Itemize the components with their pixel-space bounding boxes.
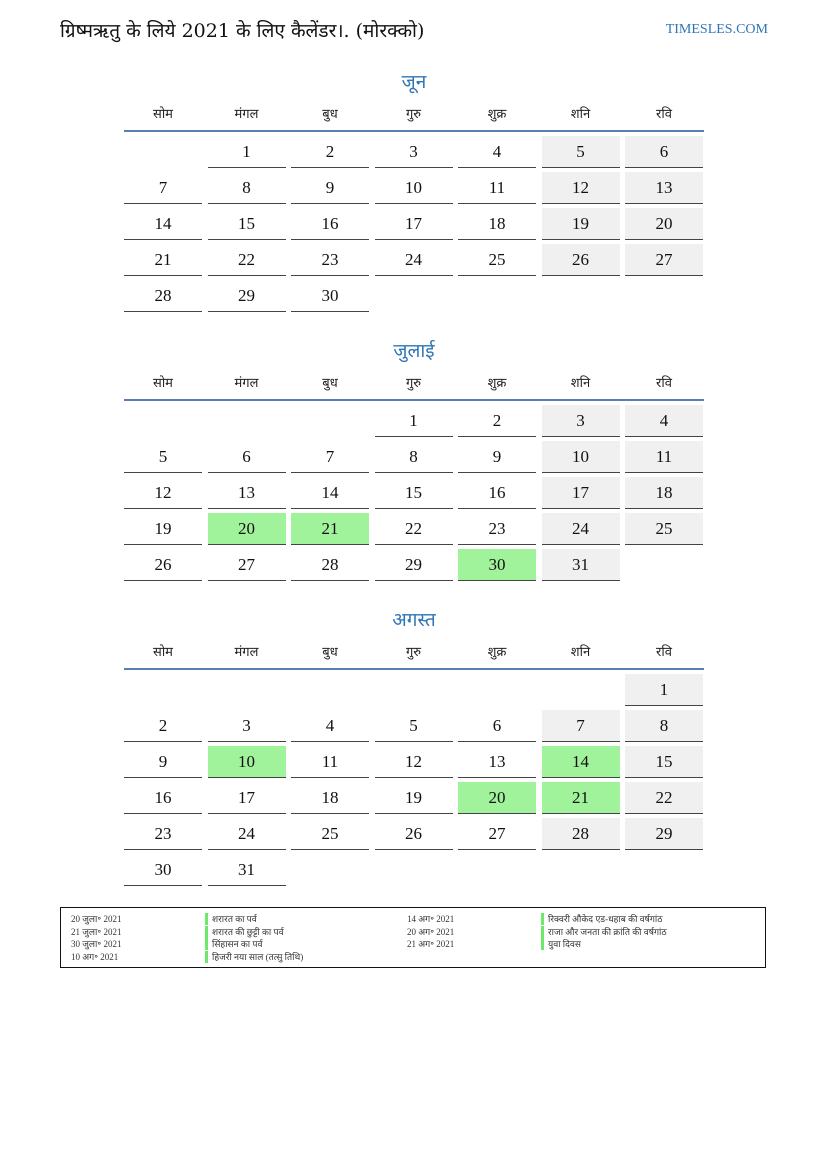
day-cell[interactable]: 19 [375,782,453,814]
day-cell[interactable]: 19 [542,208,620,240]
day-cell[interactable]: 30 [124,854,202,886]
day-cell[interactable]: 12 [542,172,620,204]
holiday-day-cell[interactable]: 21 [291,513,369,545]
holiday-day-cell[interactable]: 20 [208,513,286,545]
month-title: जून [401,71,427,93]
day-cell[interactable]: 8 [375,441,453,473]
holiday-day-cell[interactable]: 14 [542,746,620,778]
weekday-label: बुध [322,645,338,660]
day-cell[interactable]: 25 [291,818,369,850]
weekday-label: गुरु [405,645,422,660]
day-cell[interactable]: 14 [124,208,202,240]
day-cell[interactable]: 23 [291,244,369,276]
day-cell[interactable]: 3 [208,710,286,742]
weekday-label: सोम [153,376,173,391]
day-cell[interactable]: 3 [375,136,453,168]
weekday-label: मंगल [234,376,259,391]
day-cell[interactable]: 22 [625,782,703,814]
day-cell[interactable]: 26 [542,244,620,276]
holiday-legend [60,907,766,968]
day-cell[interactable]: 18 [625,477,703,509]
day-cell[interactable]: 7 [124,172,202,204]
month-calendar [124,606,704,879]
day-cell[interactable]: 21 [124,244,202,276]
legend-date: 21 अग॰ 2021 [407,939,455,949]
day-cell[interactable]: 11 [458,172,536,204]
legend-date: 21 जुला॰ 2021 [71,926,122,937]
day-cell[interactable]: 6 [625,136,703,168]
weekday-label: गुरु [405,107,422,122]
legend-holiday-name: सिंहासन का पर्व [205,938,262,950]
day-cell[interactable]: 17 [375,208,453,240]
day-cell[interactable]: 27 [625,244,703,276]
holiday-day-cell[interactable]: 21 [542,782,620,814]
day-cell[interactable]: 17 [542,477,620,509]
day-cell[interactable]: 28 [542,818,620,850]
holiday-day-cell[interactable]: 10 [208,746,286,778]
weekday-label: रवि [656,376,672,391]
day-cell[interactable]: 13 [625,172,703,204]
weekday-label: रवि [656,107,672,122]
day-cell[interactable]: 10 [542,441,620,473]
legend-date: 10 अग॰ 2021 [71,951,119,962]
legend-date: 30 जुला॰ 2021 [71,939,122,949]
weekday-label: सोम [153,107,173,122]
day-cell[interactable]: 9 [124,746,202,778]
legend-holiday-name: शरारत का पर्व [205,913,257,925]
month-calendar [124,68,704,305]
day-cell[interactable]: 24 [542,513,620,545]
page-title: ग्रिष्मऋतु के लिये 2021 के लिए कैलेंडर।. (मोरक्को) [60,20,425,42]
day-cell[interactable]: 1 [375,405,453,437]
day-cell[interactable]: 2 [291,136,369,168]
day-cell[interactable]: 25 [625,513,703,545]
day-cell[interactable]: 15 [375,477,453,509]
day-cell[interactable]: 20 [625,208,703,240]
day-cell[interactable]: 29 [625,818,703,850]
day-cell[interactable]: 1 [208,136,286,168]
legend-date: 20 जुला॰ 2021 [71,914,122,924]
weekday-label: मंगल [234,107,259,122]
day-cell[interactable]: 8 [208,172,286,204]
weekday-label: शनि [570,107,591,122]
month-title: अगस्त [392,609,436,631]
day-cell[interactable]: 6 [208,441,286,473]
weekday-label: रवि [656,645,672,660]
day-cell[interactable]: 28 [291,549,369,581]
day-cell[interactable]: 27 [208,549,286,581]
day-cell[interactable]: 9 [291,172,369,204]
day-cell[interactable]: 29 [375,549,453,581]
day-cell[interactable]: 30 [291,280,369,312]
legend-holiday-name: राजा और जनता की क्रांति की वर्षगांठ [541,926,667,938]
weekday-label: मंगल [234,645,259,660]
day-cell[interactable]: 13 [208,477,286,509]
holiday-day-cell[interactable]: 20 [458,782,536,814]
day-cell[interactable]: 16 [124,782,202,814]
weekday-header [124,369,704,401]
day-cell[interactable]: 12 [124,477,202,509]
day-cell[interactable]: 3 [542,405,620,437]
day-cell[interactable]: 18 [458,208,536,240]
day-cell[interactable]: 10 [375,172,453,204]
day-cell[interactable]: 23 [458,513,536,545]
day-cell[interactable]: 16 [458,477,536,509]
day-cell[interactable]: 4 [458,136,536,168]
holiday-day-cell[interactable]: 30 [458,549,536,581]
day-cell[interactable]: 31 [542,549,620,581]
weekday-header [124,638,704,670]
day-cell[interactable]: 27 [458,818,536,850]
weekday-label: शुक्र [487,376,507,391]
day-cell[interactable]: 18 [291,782,369,814]
legend-date: 20 अग॰ 2021 [407,926,455,937]
day-cell[interactable]: 13 [458,746,536,778]
day-cell[interactable]: 8 [625,710,703,742]
day-cell[interactable]: 26 [375,818,453,850]
day-cell[interactable]: 26 [124,549,202,581]
legend-holiday-name: हिजरी नया साल (तत्सु तिथि) [205,951,303,963]
weekday-label: शनि [570,645,591,660]
weekday-label: सोम [153,645,173,660]
day-cell[interactable]: 1 [625,674,703,706]
legend-holiday-name: रिक्वरी औकेद एड-धहाब की वर्षगांठ [541,913,662,925]
day-cell[interactable]: 17 [208,782,286,814]
day-cell[interactable]: 5 [375,710,453,742]
day-cell[interactable]: 23 [124,818,202,850]
day-cell[interactable]: 5 [542,136,620,168]
day-cell[interactable]: 12 [375,746,453,778]
day-cell[interactable]: 15 [625,746,703,778]
day-cell[interactable]: 24 [208,818,286,850]
site-link[interactable]: TIMESLES.COM [665,22,768,37]
day-cell[interactable]: 16 [291,208,369,240]
day-cell[interactable]: 9 [458,441,536,473]
weekday-label: गुरु [405,376,422,391]
weekday-label: शनि [570,376,591,391]
weekday-label: बुध [322,107,338,122]
legend-date: 14 अग॰ 2021 [407,914,455,924]
legend-holiday-name: युवा दिवस [541,938,581,950]
day-cell[interactable]: 31 [208,854,286,886]
day-cell[interactable]: 28 [124,280,202,312]
weekday-label: शुक्र [487,107,507,122]
day-cell[interactable]: 22 [375,513,453,545]
day-cell[interactable]: 14 [291,477,369,509]
day-cell[interactable]: 2 [458,405,536,437]
day-cell[interactable]: 29 [208,280,286,312]
day-cell[interactable]: 19 [124,513,202,545]
day-cell[interactable]: 7 [291,441,369,473]
day-cell[interactable]: 2 [124,710,202,742]
day-cell[interactable]: 4 [291,710,369,742]
month-calendar [124,337,704,574]
day-cell[interactable]: 25 [458,244,536,276]
day-cell[interactable]: 5 [124,441,202,473]
day-cell[interactable]: 7 [542,710,620,742]
day-cell[interactable]: 15 [208,208,286,240]
day-cell[interactable]: 22 [208,244,286,276]
weekday-label: शुक्र [487,645,507,660]
legend-holiday-name: शरारत की छुट्टी का पर्व [205,926,284,938]
day-cell[interactable]: 11 [625,441,703,473]
month-title: जुलाई [393,340,435,362]
day-cell[interactable]: 24 [375,244,453,276]
day-cell[interactable]: 6 [458,710,536,742]
weekday-label: बुध [322,376,338,391]
weekday-header [124,100,704,132]
day-cell[interactable]: 11 [291,746,369,778]
day-cell[interactable]: 4 [625,405,703,437]
